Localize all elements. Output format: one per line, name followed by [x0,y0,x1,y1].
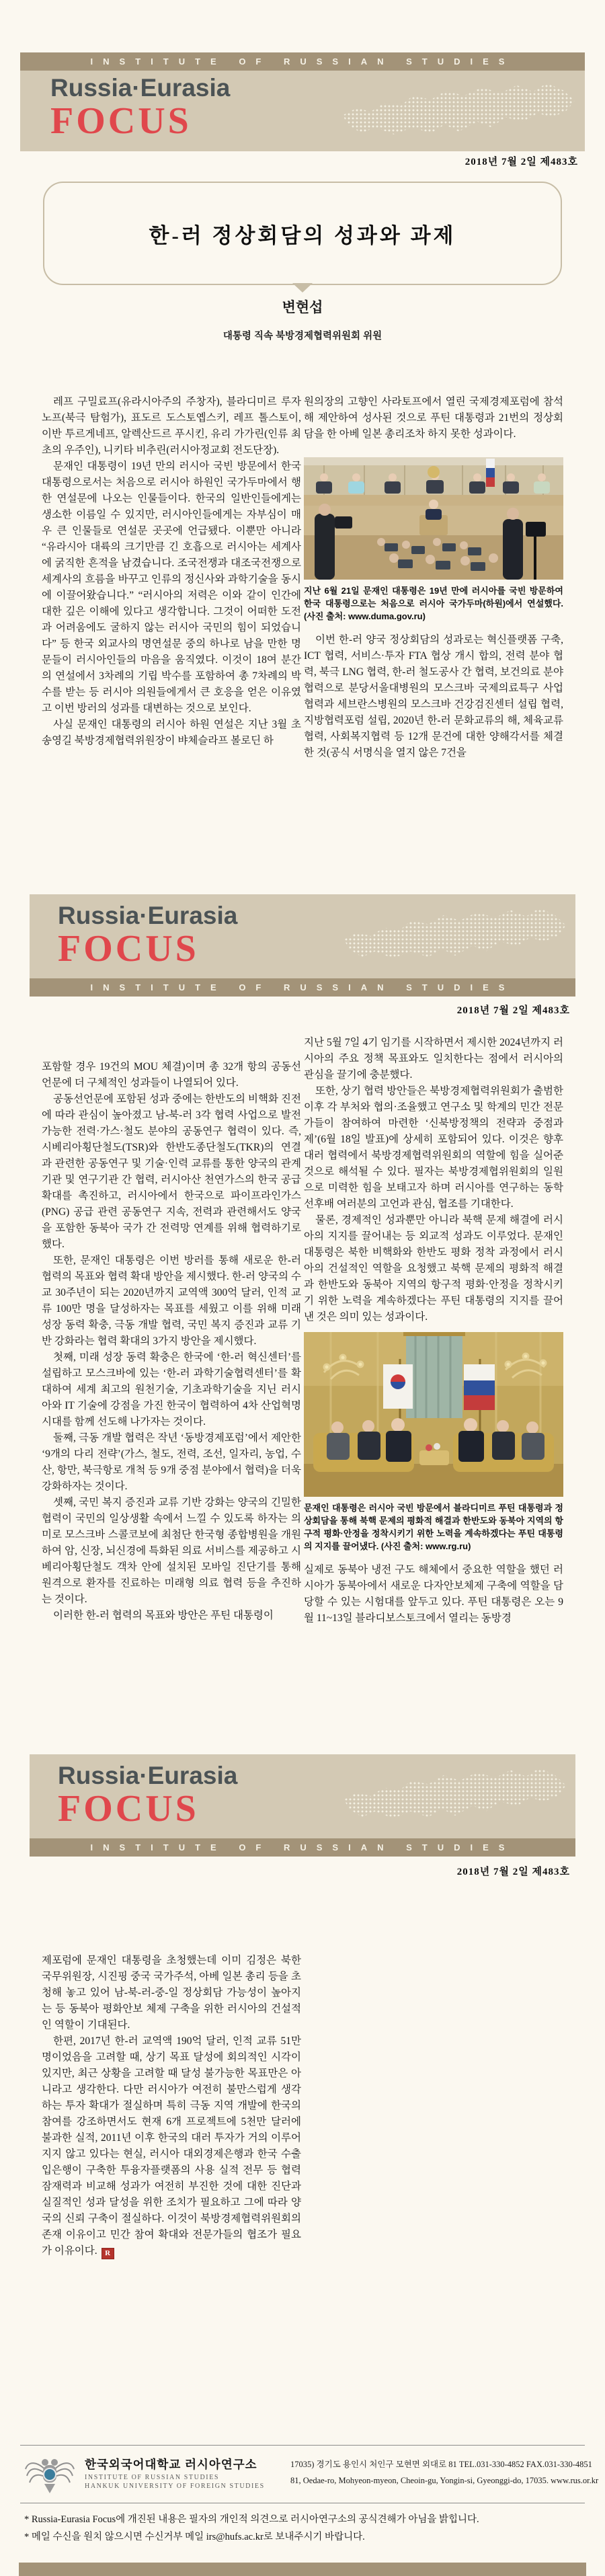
logo-focus: FOCUS [58,928,199,970]
paragraph: 제포럼에 문재인 대통령을 초청했는데 이미 김정은 북한 국무위원장, 시진핑 중국 국가주석, 아베 일본 총리 등을 초청해 놓고 있어 남-북-러-중-일 정상회담 가능성이 높아지는 등 동북아 평화안보 체제 구축을 위한 러시아의 건설적인 역할이 기대된다. [42,1955,301,2031]
institute-banner [30,978,575,997]
page2-right-top-text [304,1035,563,1325]
paragraph: 사실 문재인 대통령의 러시아 하원 연설은 지난 3월 초 송영길 북방경제협력위원장이 뱌체슬라프 볼로딘 하 [42,719,301,746]
paragraph: 이러한 한-러 협력의 목표와 방안은 푸틴 대통령이 [53,1610,274,1621]
paragraph: 또한, 상기 협력 방안들은 북방경제협력위원회가 출범한 이후 각 부처와 협의·조율했고 연구소 및 학계의 민간 전문가들이 참여하여 마련한 ‘신북방정책의 전략과 중점과제’(6월 18일 발표)에 상세히 포함되어 있다. 이것은 향후 대러 협력에서 북방경제협력위원회의 역할에 힘을 실어준 것으로 해석될 수 있다. 필자는 북방경제협위원회의 일원으로 미력한 힘을 보태고자 하며 러시아를 연구하는 동학 선후배 여러분의 고언과 관심, 협조를 기대한다. [304,1085,563,1210]
address-en: 81, Oedae-ro, Mohyeon-myeon, Cheoin-gu, Yongin-si, Gyeonggi-do, 17035. www.rus.or.kr [290,2476,599,2485]
photo-moon-putin-summit [304,1332,563,1497]
paragraph: 포함할 경우 19건의 MOU 체결)이며 총 32개 항의 공동선언문에 더 구체적인 성과들이 나열되어 있다. [42,1061,301,1089]
institute-banner [20,52,585,71]
institute-banner-text: INSTITUTE OF RUSSIAN STUDIES [90,1842,515,1852]
paragraph: 지난 5월 7일 4기 임기를 시작하면서 제시한 2024년까지 러시아의 주요 정책 목표와도 일치한다는 점에서 러시아의 관심을 끌기에 충분했다. [304,1037,563,1081]
institute-name-kr: 한국외국어대학교 러시아연구소 [85,2458,257,2471]
logo-russia-eurasia: Russia·Eurasia [58,902,238,929]
paragraph: 레프 구밀료프(유라시아주의 주창자), 블라디미르 루자노프(북극 탐험가), 표도르 도스토옙스키, 레프 톨스토이, 이반 투르게네프, 알렉산드르 푸시킨, 유리 가가린(인류 최초의 우주인), 니키타 비추린(러시아정교회 전도단장). [42,396,301,456]
paragraph: 한편, 2017년 한-러 교역액 190억 달러, 인적 교류 51만 명이었음을 고려할 때, 상기 목표 달성에 회의적인 시각이 있지만, 최근 상황을 고려할 때 달성 불가능한 목표만은 아니라고 생각한다. 다만 러시아가 여전히 불만스럽게 생각하는 투자 확대가 절실하며 특히 극동 지역 개발에 한국의 참여를 강조하면서도 현재 6개 프로젝트에 5천만 달러에 불과한 실적, 2011년 이후 한국의 대러 투자가 거의 이루어지지 않고 있다는 현실, 러시아 대외경제은행과 한국 수출입은행이 구축한 투융자플랫폼의 사용 실적 전무 등 협력 잠재력과 비교해 성과가 여전히 부진한 것에 대한 진단과 실질적인 성과 달성을 위한 조치가 필요하고 그에 따라 양국의 신뢰 구축이 절실하다. 이것이 북방경제협력위원회의 존재 이유이고 민간 참여 확대와 전문가들의 협조가 필요가 이유이다. R [42,2033,301,2259]
institute-eagle-emblem [23,2454,77,2495]
russia-dotted-map-graphic [344,901,566,971]
logo-focus: FOCUS [50,100,192,142]
paragraph: 실제로 동북아 냉전 구도 해체에서 중요한 역할을 했던 러시아가 동북아에서 새로운 다자안보체제 구축에 역할을 담당할 수 있는 시험대를 앞두고 있다. 푸틴 대통령은 오는 9월 11~13일 블라디보스토크에서 열리는 동방경 [304,1564,563,1624]
institute-banner-text: INSTITUTE OF RUSSIAN STUDIES [90,56,515,67]
delegation-right [458,1418,544,1462]
institute-names [85,2456,265,2490]
paragraph: 문재인 대통령이 19년 만의 러시아 국빈 방문에서 한국 대통령으로서는 처음으로 러시아 하원인 국가두마에서 행한 연설문에 나오는 인물들이다. 한국의 일반인들에게는 생소한 이름일 수 있지만, 러시아인들에게는 자부심이 매우 큰 인물들로 연설문 곳곳에 언급됐다. 이뿐만 아니라 “유라시아 대륙의 크기만큼 긴 호흡으로 러시아는 세계사에 굵직한 흔적을 남겼습니다. 조국전쟁과 대조국전쟁으로 세계사의 흐름을 바꾸고 인류의 정신사와 과학기술을 동시에 이끌어왔습니다.” “러시아의 저력은 이와 같이 인간에 대한 깊은 이해에 있다고 생각합니다. 그것이 어떠한 도전과 어려움에도 굴하지 않는 러시아 국민의 힘이 되었습니다” 등 한국 외교사의 명연설문 중의 하나로 남을 만한 명문들이 러시아인들의 마음을 움직였다. 이것이 18여 분간의 연설에서 3차례의 기립 박수를 포함하여 총 7차례의 박수를 받는 등 러시아 의원들에게서 큰 호응을 얻은 이유였고 이번 방러의 성과를 대변하는 것으로 보인다. [42,461,301,714]
masthead [30,1754,575,1857]
paragraph: 둘째, 극동 개발 협력은 작년 ‘동방경제포럼’에서 제안한 ‘9개의 다리 전략’(가스, 철도, 전력, 조선, 일자리, 농업, 수산, 항만, 북극항로 개척 등 9개 중점 분야에서 협력)을 더욱 강화하자는 것이다. [42,1432,301,1492]
triangle-marker-icon [292,283,313,292]
page-2 [0,859,605,1717]
page-3 [0,1717,605,2576]
page1-right-bottom-text [304,632,563,761]
issue-date: 2018년 7월 2일 제483호 [456,1005,570,1016]
page1-left-column [42,394,301,812]
article-title: 한-러 정상회담의 성과와 과제 [149,223,456,247]
address-kr: 17035) 경기도 용인시 처인구 모현면 외대로 81 TEL.031-330-4852 FAX.031-330-4851 [290,2460,592,2469]
logo-focus: FOCUS [58,1788,199,1830]
article-title-box [43,182,562,285]
paragraph: 이번 한-러 양국 정상회담의 성과로는 혁신플랫폼 구축, ICT 협력, 서비스·투자 FTA 협상 개시 합의, 전력 분야 협력, 북극 LNG 협력, 한-러 철도공사 간 협력, 보건의료 분야 협력으로 분당서울대병원의 모스크바 국제의료특구 사업 협력과 세브란스병원의 모스크바 건강검진센터 설립 협력, 지방협력포럼 설립, 2020년 한-러 문화교류의 해, 체육교류협력, 사회복지협력 등 12개 문건에 대한 양해각서를 체결한 것(공식 서명식을 열지 않은 7건을 [304,634,563,758]
irs-end-mark-icon: R [102,2248,114,2259]
masthead [20,71,585,151]
paragraph: 또한, 문재인 대통령은 이번 방러를 통해 새로운 한-러 협력의 목표와 협력 확대 방안을 제시했다. 한-러 양국의 수교 30주년이 되는 2020년까지 교역액 300억 달러, 인적 교류 100만 명을 달성하자는 목표를 세웠고 이를 위해 미래 성장 동력 확충, 극동 개발 협력, 국민 복지 증진과 교류 기반 강화라는 협력 확대의 3가지 방안을 제시했다. [42,1255,301,1347]
institute-banner-text: INSTITUTE OF RUSSIAN STUDIES [90,982,515,992]
footer-notes [24,2511,585,2546]
russian-flag [486,459,495,487]
unsubscribe-note: * 메일 수신을 원치 않으시면 수신거부 메일 irs@hufs.ac.kr로 보내주시기 바랍니다. [24,2532,365,2542]
masthead-logo [58,902,237,968]
issue-date: 2018년 7월 2일 제483호 [465,157,578,167]
delegation-left [327,1418,411,1462]
footer [20,2453,599,2497]
bottom-tan-bar [19,2563,586,2576]
masthead-logo [58,1762,237,1828]
disclaimer-note: * Russia-Eurasia Focus에 개진된 내용은 필자의 개인적 의견으로 러시아연구소의 공식견해가 아님을 밝힙니다. [24,2514,479,2525]
paragraph: 셋째, 국민 복지 증진과 교류 기반 강화는 양국의 긴밀한 협력이 국민의 일상생활 속에서 느낄 수 있도록 하자는 의미로 모스크바 스콜코보에 최첨단 한국형 종합병원을 개원하여 암, 신장, 뇌신경에 특화된 의료 서비스를 제공하고 시베리아횡단철도 객차 안에 설치된 모바일 진단기를 통해 원격으로 환자를 진료하는 미래형 의료 협력 등을 추진하는 것이다. [42,1497,301,1605]
page-1 [0,0,605,859]
institute-name-en1: INSTITUTE OF RUSSIAN STUDIES [85,2474,220,2481]
page2-right-column [304,1035,563,1705]
issue-date: 2018년 7월 2일 제483호 [456,1867,570,1877]
paragraph: 공동선언문에 포함된 성과 중에는 한반도의 비핵화 진전에 따라 관심이 높아졌고 남-북-러 3각 협력 사업으로 발전 가능한 전력·가스·철도 분야의 공동연구 협력이 있다. 즉, 시베리아횡단철도(TSR)와 한반도종단철도(TKR)의 연결과 관련한 공동연구 및 기술·인력 교류를 통한 양국의 관계기관 및 연구기관 간 협력, 러시아산 천연가스의 한국 공급 확대를 촉진하고, 러시아에서 한국으로 파이프라인가스(PNG) 공급 관련 공동연구 지속, 전력과 관련해서도 양국을 포함한 동북아 국가 간 전력망 연계를 위해 협력하기로 했다. [42,1093,301,1250]
photo2-caption: 문재인 대통령은 러시아 국빈 방문에서 블라디미르 푸틴 대통령과 정상회담을 통해 북핵 문제의 평화적 해결과 한반도와 동북아 지역의 항구적 평화·안정을 정착시키기 위한 노력을 계속하겠다는 푸틴 대통령의 지지를 끌어냈다. (사진 출처: www.rg.ru) [304,1503,563,1551]
photo1-caption: 지난 6월 21일 문재인 대통령은 19년 만에 러시아를 국빈 방문하여 한국 대통령으로는 처음으로 러시아 국가두마(하원)에서 연설했다. (사진 출처: www.duma.gov.ru) [304,586,563,621]
institute-address [290,2456,598,2489]
masthead-logo [50,75,230,140]
logo-russia-eurasia: Russia·Eurasia [58,1762,238,1789]
page2-left-column [42,1035,301,1705]
paragraph: 원의장의 고향인 사라토프에서 열린 국제경제포럼에 참석해 제안하여 성사된 것으로 푸틴 대통령과 21번의 정상회담을 한 아베 일본 총리조차 하지 못한 성과이다. [304,396,563,440]
paragraph: 물론, 경제적인 성과뿐만 아니라 북핵 문제 해결에 러시아의 지지를 끌어내는 등 외교적 성과도 이루었다. 문재인 대통령은 북한 비핵화와 한반도 평화 정착 과정에서 러시아의 건설적인 역할을 요청했고 북핵 문제의 평화적 해결과 한반도와 동북아 지역의 항구적 평화·안정을 정착시키기 위한 노력을 계속하겠다는 푸틴 대통령의 지지를 끌어낸 것은 의미 있는 성과이다. [304,1214,563,1323]
footer-divider-top [20,2445,585,2446]
page1-right-column [304,394,563,812]
russia-dotted-map-graphic [344,1761,566,1831]
photo-duma-speech [304,457,563,580]
masthead [30,894,575,997]
paragraph: 첫째, 미래 성장 동력 확충은 한국에 ‘한-러 혁신센터’를 설립하고 모스크바에 있는 ‘한-러 과학기술협력센터’를 확대하여 세계 최고의 원천기술, 기초과학기술을 지닌 러시아와 IT 기술에 강점을 가진 한국이 협력하여 4차 산업혁명 시대를 함께 선도해 나가자는 것이다. [42,1352,301,1428]
author-role: 대통령 직속 북방경제협력위원회 위원 [223,331,382,342]
author-name: 변현섭 [282,300,323,315]
institute-name-en2: HANKUK UNIVERSITY OF FOREIGN STUDIES [85,2483,265,2490]
institute-banner [30,1838,575,1857]
logo-russia-eurasia: Russia·Eurasia [50,74,231,102]
russia-dotted-map-graphic [343,76,575,147]
page2-right-bottom-text [304,1562,563,1627]
page3-left-column [42,1953,301,2302]
page1-right-top-text [304,394,563,442]
